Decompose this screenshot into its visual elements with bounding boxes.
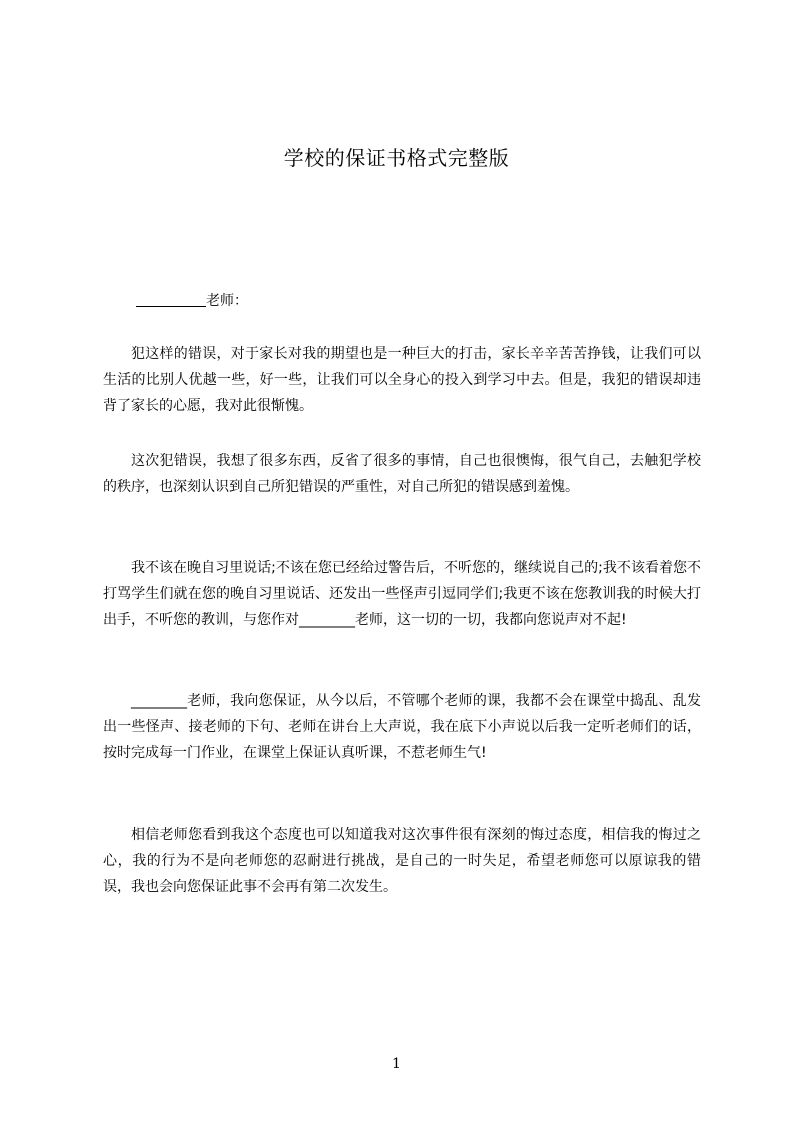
paragraph-2: 这次犯错误，我想了很多东西，反省了很多的事情，自己也很懊悔，很气自己，去触犯学校的秩序，也深刻认识到自己所犯错误的严重性，对自己所犯的错误感到羞愧。 (103, 453, 701, 495)
teacher-name-blank (136, 290, 206, 307)
page-number: 1 (392, 1056, 401, 1072)
salutation-text: 老师： (206, 293, 248, 309)
paragraph-5: 相信老师您看到我这个态度也可以知道我对这次事件很有深刻的悔过态度，相信我的悔过之心，我的行为不是向老师您的忍耐进行挑战，是自己的一时失足，希望老师您可以原谅我的错误，我也会向您保证此事不会再有第二次发生。 (103, 827, 701, 895)
salutation (103, 288, 701, 314)
paragraph-3: 我不该在晚自习里说话;不该在您已经给过警告后，不听您的，继续说自己的;我不该看着您不打骂学生们就在您的晚自习里说话、还发出一些怪声引逗同学们;我更不该在您教训我的时候大打出手，不听您的教训，与您作对________老师，这一切的一切，我都向您说声对不起! (103, 560, 701, 628)
document-title: 学校的保证书格式完整版 (283, 146, 510, 170)
paragraph-4: ________老师，我向您保证，从今以后，不管哪个老师的课，我都不会在课堂中捣乱、乱发出一些怪声、接老师的下句、老师在讲台上大声说，我在底下小声说以后我一定听老师们的话，按时完成每一门作业，在课堂上保证认真听课，不惹老师生气! (103, 693, 701, 761)
paragraph-1: 犯这样的错误，对于家长对我的期望也是一种巨大的打击，家长辛辛苦苦挣钱，让我们可以生活的比别人优越一些，好一些，让我们可以全身心的投入到学习中去。但是，我犯的错误却违背了家长的心愿，我对此很惭愧。 (103, 346, 701, 414)
